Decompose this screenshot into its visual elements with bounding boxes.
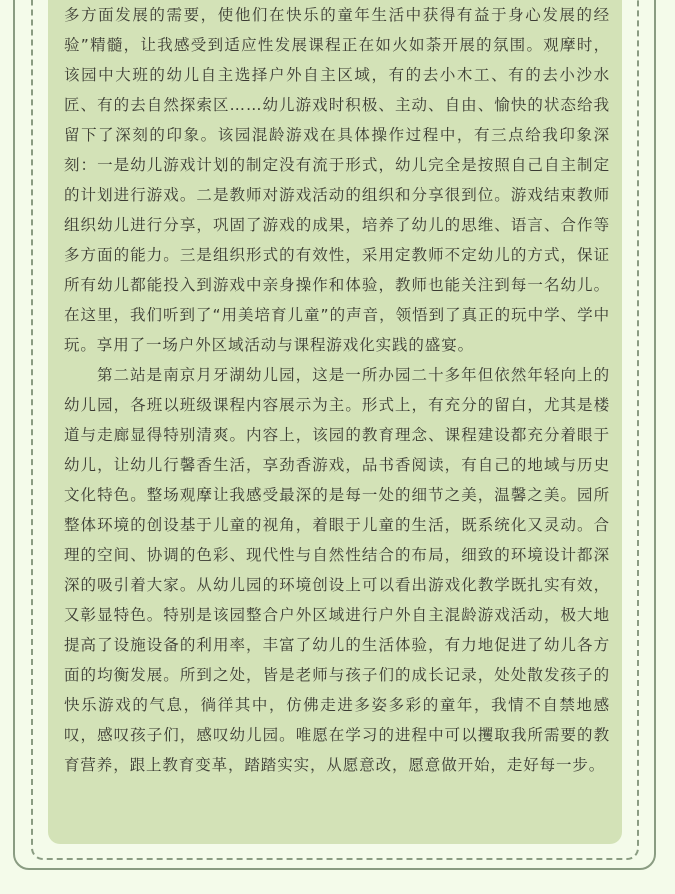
paragraph-second-stop: 第二站是南京月牙湖幼儿园，这是一所办园二十多年但依然年轻向上的幼儿园，各班以班级课程内容展示为主。形式上，有充分的留白，尤其是楼道与走廊显得特别清爽。内容上，该园的教育理念、课程建设都充分着眼于幼儿，让幼儿行馨香生活，享劲香游戏，品书香阅读，有自己的地域与历史文化特色。整场观摩让我感受最深的是每一处的细节之美，温馨之美。园所整体环境的创设基于儿童的视角，着眼于儿童的生活，既系统化又灵动。合理的空间、协调的色彩、现代性与自然性结合的布局，细致的环境设计都深深的吸引着大家。从幼儿园的环境创设上可以看出游戏化教学既扎实有效，又彰显特色。特别是该园整合户外区域进行户外自主混龄游戏活动，极大地提高了设施设备的利用率，丰富了幼儿的生活体验，有力地促进了幼儿各方面的均衡发展。所到之处，皆是老师与孩子们的成长记录，处处散发孩子的快乐游戏的气息，徜徉其中，仿佛走进多姿多彩的童年，我情不自禁地感叹，感叹孩子们，感叹幼儿园。唯愿在学习的进程中可以攫取我所需要的教育营养，跟上教育变革，踏踏实实，从愿意改，愿意做开始，走好每一步。 bbox=[64, 366, 610, 774]
paragraph-first-stop-continued: 多方面发展的需要，使他们在快乐的童年生活中获得有益于身心发展的经验”精髓，让我感受到适应性发展课程正在如火如荼开展的氛围。观摩时，该园中大班的幼儿自主选择户外自主区域，有的去小木工、有的去小沙水匠、有的去自然探索区……幼儿游戏时积极、主动、自由、愉快的状态给我留下了深刻的印象。该园混龄游戏在具体操作过程中，有三点给我印象深刻：一是幼儿游戏计划的制定没有流于形式，幼儿完全是按照自己自主制定的计划进行游戏。二是教师对游戏活动的组织和分享很到位。游戏结束教师组织幼儿进行分享，巩固了游戏的成果，培养了幼儿的思维、语言、合作等多方面的能力。三是组织形式的有效性，采用定教师不定幼儿的方式，保证所有幼儿都能投入到游戏中亲身操作和体验，教师也能关注到每一名幼儿。在这里，我们听到了“用美培育儿童”的声音，领悟到了真正的玩中学、学中玩。享用了一场户外区域活动与课程游戏化实践的盛宴。 bbox=[64, 6, 610, 354]
article-body bbox=[64, 0, 610, 780]
